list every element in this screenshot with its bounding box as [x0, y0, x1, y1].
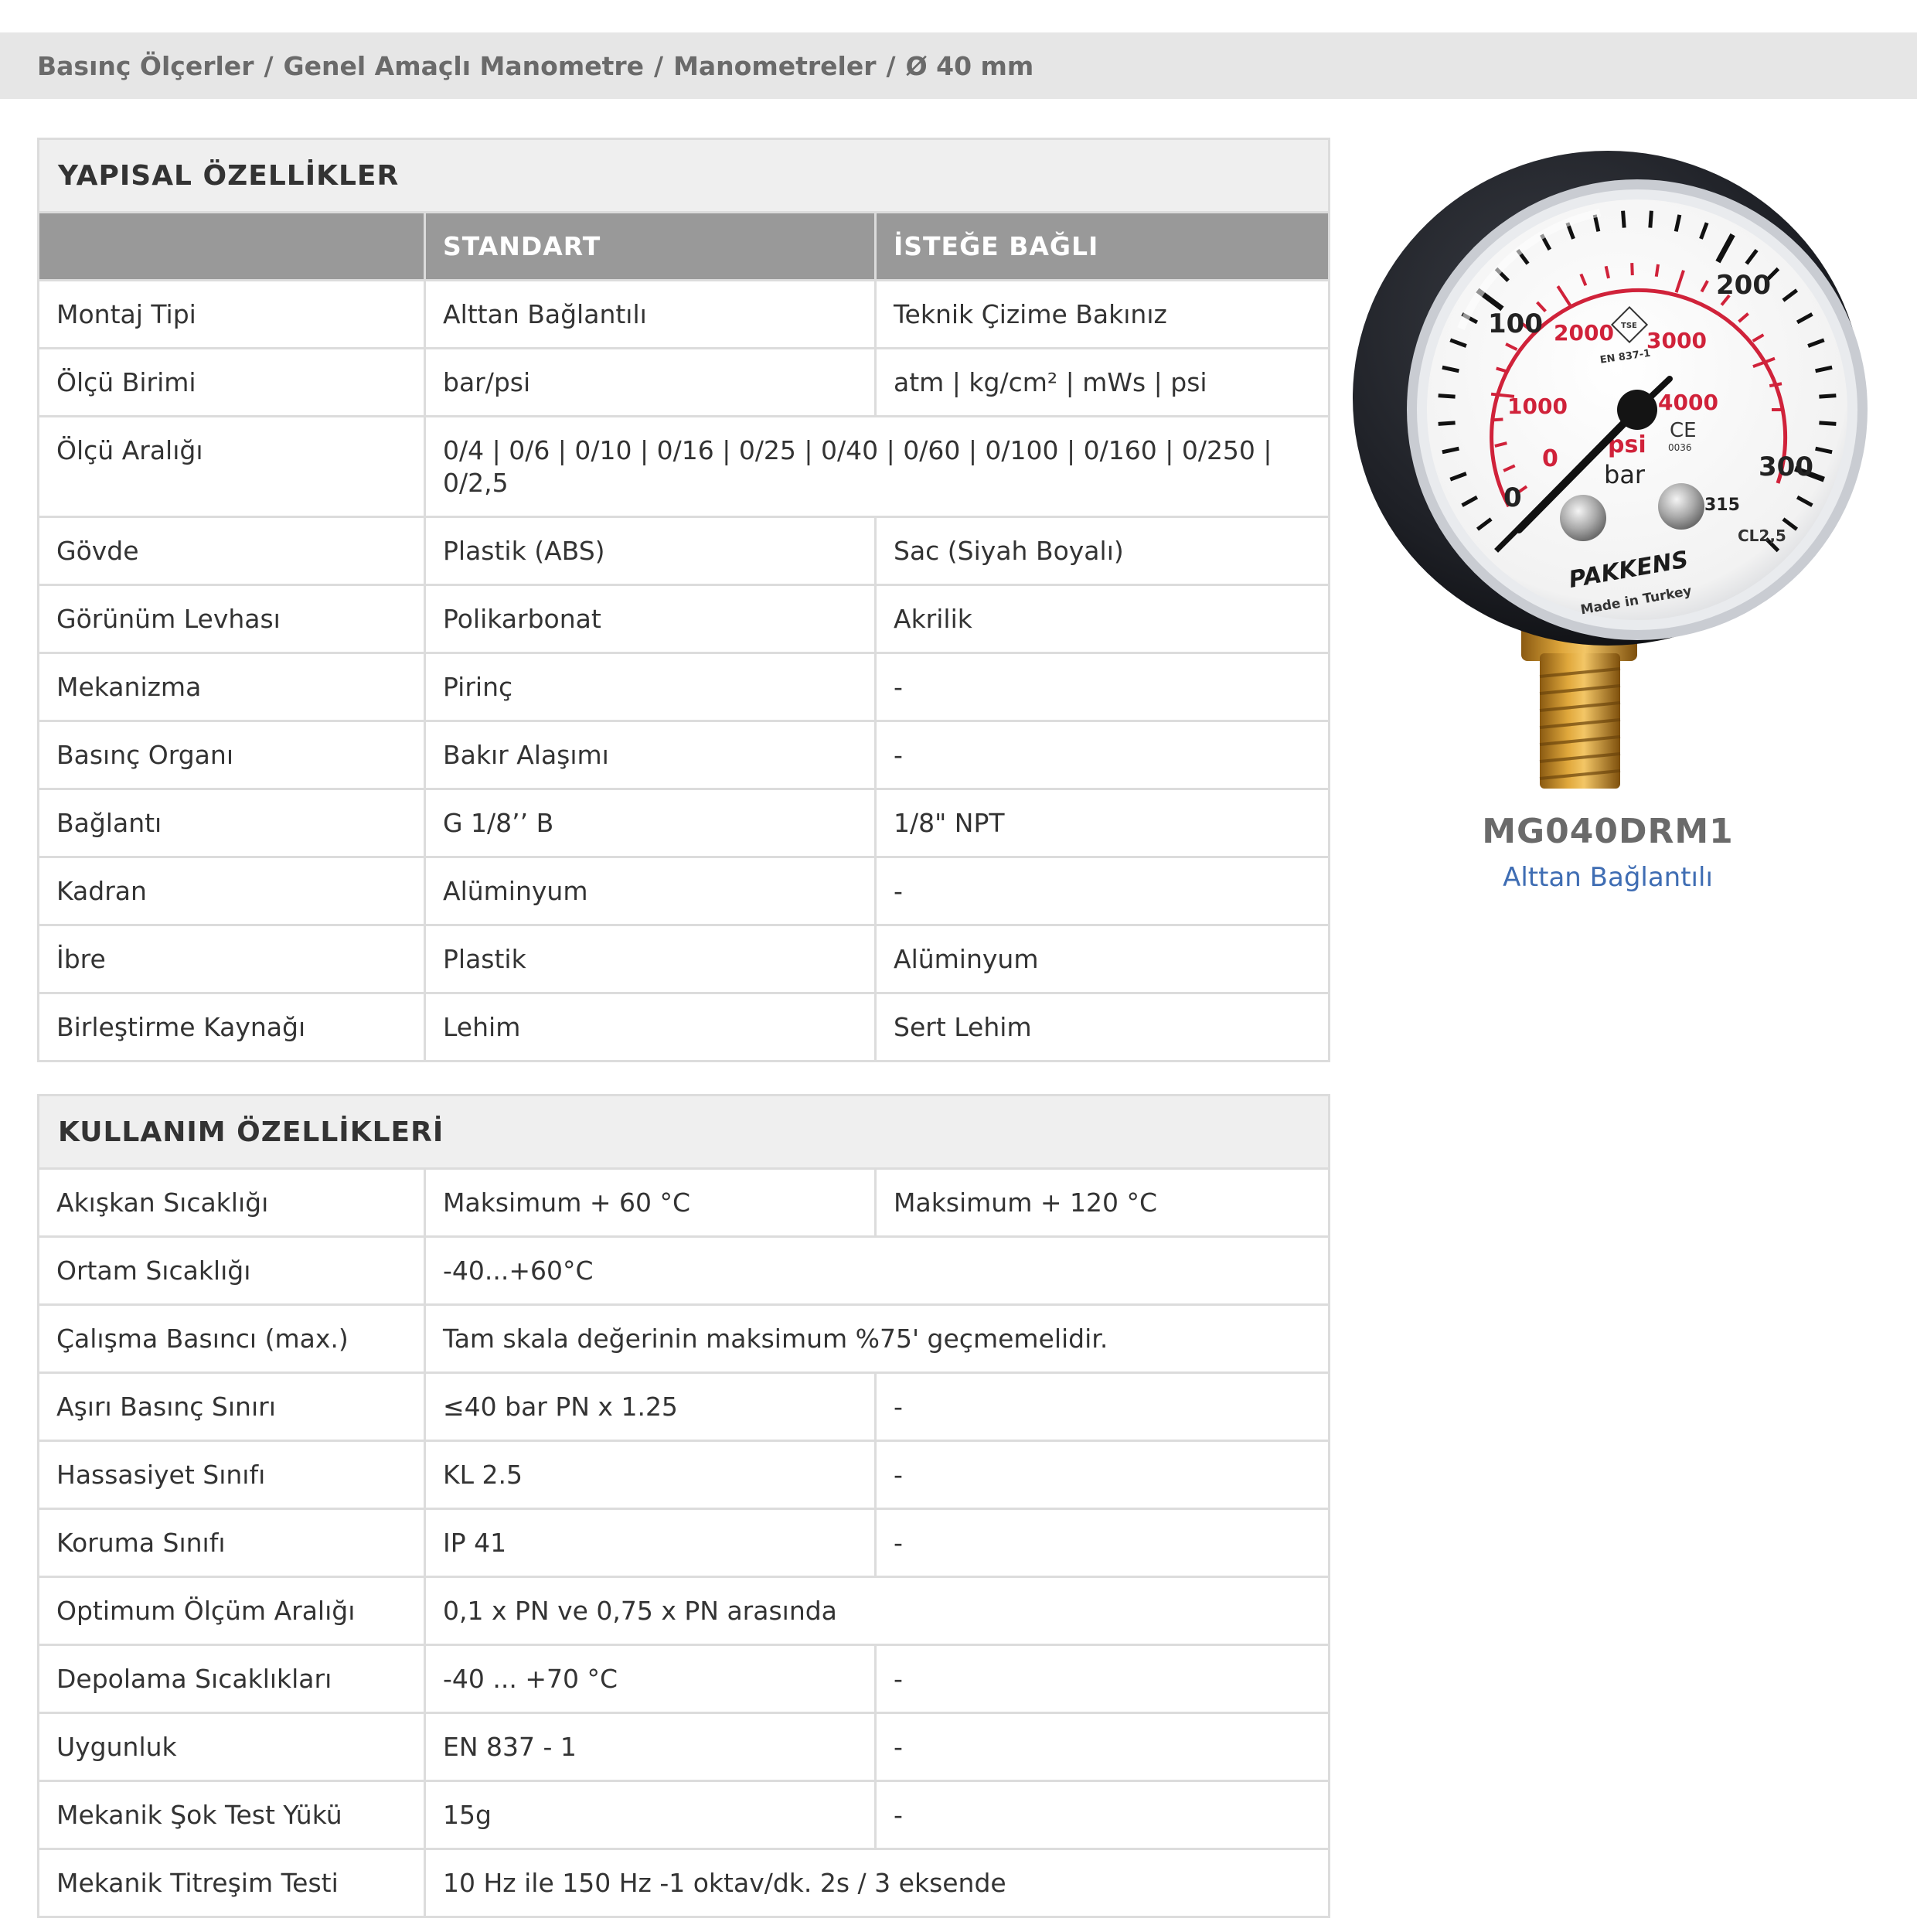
breadcrumb-item[interactable]: Basınç Ölçerler	[37, 50, 254, 81]
table-row	[39, 585, 1330, 653]
row-optional: -	[876, 857, 1330, 925]
origin-mark: Made in Turkey	[1579, 583, 1694, 618]
row-label: Depolama Sıcaklıkları	[39, 1645, 425, 1713]
table-row	[39, 1781, 1330, 1849]
breadcrumb-separator: /	[886, 50, 896, 81]
breadcrumb-bar	[0, 32, 1917, 99]
row-optional: Akrilik	[876, 585, 1330, 653]
table-row	[39, 1713, 1330, 1781]
product-code[interactable]: MG040DRM1	[1482, 812, 1734, 851]
row-label: Hassasiyet Sınıfı	[39, 1441, 425, 1509]
row-optional: -	[876, 1441, 1330, 1509]
row-label: Mekanizma	[39, 653, 425, 721]
row-optional: Sac (Siyah Boyalı)	[876, 517, 1330, 585]
row-optional: Sert Lehim	[876, 993, 1330, 1061]
row-optional: Maksimum + 120 °C	[876, 1169, 1330, 1237]
tse-mark: TSE	[1621, 322, 1637, 330]
table-row	[39, 1237, 1330, 1305]
row-standard: 0/4 | 0/6 | 0/10 | 0/16 | 0/25 | 0/40 | 0/60 | 0/100 | 0/160 | 0/250 | 0/2,5	[425, 417, 1330, 517]
section-title: KULLANIM ÖZELLİKLERİ	[39, 1095, 1330, 1169]
row-optional: 1/8" NPT	[876, 789, 1330, 857]
row-standard: KL 2.5	[425, 1441, 876, 1509]
psi-unit-label: psi	[1608, 431, 1646, 458]
breadcrumb-item[interactable]: Manometreler	[673, 50, 877, 81]
row-optional: Teknik Çizime Bakınız	[876, 281, 1330, 349]
row-standard: Plastik (ABS)	[425, 517, 876, 585]
usage-spec-table	[37, 1094, 1330, 1918]
column-header-empty	[39, 213, 425, 281]
psi-label-0: 0	[1542, 445, 1558, 472]
row-standard: IP 41	[425, 1509, 876, 1577]
row-standard: 15g	[425, 1781, 876, 1849]
row-label: Ölçü Aralığı	[39, 417, 425, 517]
row-standard: 0,1 x PN ve 0,75 x PN arasında	[425, 1577, 1330, 1645]
row-label: Koruma Sınıfı	[39, 1509, 425, 1577]
pressure-gauge-icon	[1345, 143, 1871, 808]
row-standard: -40 ... +70 °C	[425, 1645, 876, 1713]
row-optional: atm | kg/cm² | mWs | psi	[876, 349, 1330, 417]
row-standard: Lehim	[425, 993, 876, 1061]
table-row	[39, 857, 1330, 925]
row-standard: ≤40 bar PN x 1.25	[425, 1373, 876, 1441]
breadcrumb-item-current: Ø 40 mm	[905, 50, 1034, 81]
row-label: Görünüm Levhası	[39, 585, 425, 653]
table-row	[39, 281, 1330, 349]
table-row	[39, 1645, 1330, 1713]
bar-label-100: 100	[1488, 308, 1543, 339]
row-label: Gövde	[39, 517, 425, 585]
row-optional: Alüminyum	[876, 925, 1330, 993]
row-standard: EN 837 - 1	[425, 1713, 876, 1781]
class-mark: CL2,5	[1738, 526, 1786, 545]
psi-label-3000: 3000	[1646, 328, 1707, 353]
row-optional: -	[876, 1373, 1330, 1441]
row-standard: G 1/8’’ B	[425, 789, 876, 857]
row-label: Montaj Tipi	[39, 281, 425, 349]
row-label: Basınç Organı	[39, 721, 425, 789]
row-standard: 10 Hz ile 150 Hz -1 oktav/dk. 2s / 3 eksende	[425, 1849, 1330, 1917]
row-optional: -	[876, 1509, 1330, 1577]
psi-label-4000: 4000	[1658, 390, 1718, 415]
row-label: Bağlantı	[39, 789, 425, 857]
table-row	[39, 721, 1330, 789]
table-row	[39, 925, 1330, 993]
row-label: Aşırı Basınç Sınırı	[39, 1373, 425, 1441]
row-standard: Maksimum + 60 °C	[425, 1169, 876, 1237]
row-optional: -	[876, 721, 1330, 789]
row-optional: -	[876, 1713, 1330, 1781]
product-subtitle[interactable]: Alttan Bağlantılı	[1503, 862, 1713, 893]
row-label: Optimum Ölçüm Aralığı	[39, 1577, 425, 1645]
column-header-optional: İSTEĞE BAĞLI	[876, 213, 1330, 281]
row-standard: Alüminyum	[425, 857, 876, 925]
row-standard: -40...+60°C	[425, 1237, 1330, 1305]
table-row	[39, 1509, 1330, 1577]
breadcrumb-separator: /	[264, 50, 274, 81]
bar-label-315: 315	[1704, 496, 1740, 515]
bar-label-200: 200	[1716, 270, 1771, 301]
row-label: İbre	[39, 925, 425, 993]
column-header-standard: STANDART	[425, 213, 876, 281]
row-label: Çalışma Basıncı (max.)	[39, 1305, 425, 1373]
table-row	[39, 1441, 1330, 1509]
section-title: YAPISAL ÖZELLİKLER	[39, 139, 1330, 213]
breadcrumb-item[interactable]: Genel Amaçlı Manometre	[283, 50, 645, 81]
breadcrumb-separator: /	[654, 50, 664, 81]
row-label: Ölçü Birimi	[39, 349, 425, 417]
row-label: Birleştirme Kaynağı	[39, 993, 425, 1061]
row-standard: Bakır Alaşımı	[425, 721, 876, 789]
row-label: Uygunluk	[39, 1713, 425, 1781]
ce-mark: CE	[1670, 419, 1697, 442]
row-standard: Pirinç	[425, 653, 876, 721]
ce-number: 0036	[1668, 442, 1692, 453]
breadcrumb	[37, 51, 1033, 81]
row-label: Ortam Sıcaklığı	[39, 1237, 425, 1305]
row-optional: -	[876, 1781, 1330, 1849]
product-image[interactable]	[1345, 143, 1871, 808]
bar-unit-label: bar	[1604, 460, 1646, 489]
row-optional: -	[876, 1645, 1330, 1713]
table-row	[39, 417, 1330, 517]
brand-logo: PAKKENS	[1566, 546, 1691, 594]
row-label: Mekanik Şok Test Yükü	[39, 1781, 425, 1849]
table-row	[39, 1169, 1330, 1237]
table-row	[39, 349, 1330, 417]
table-row	[39, 789, 1330, 857]
table-row	[39, 1305, 1330, 1373]
row-standard: Plastik	[425, 925, 876, 993]
row-label: Kadran	[39, 857, 425, 925]
row-standard: Tam skala değerinin maksimum %75' geçmemelidir.	[425, 1305, 1330, 1373]
gauge-illustration	[1345, 143, 1871, 808]
row-standard: Alttan Bağlantılı	[425, 281, 876, 349]
bar-label-300: 300	[1759, 451, 1813, 482]
table-row	[39, 517, 1330, 585]
table-row	[39, 653, 1330, 721]
row-standard: bar/psi	[425, 349, 876, 417]
row-optional: -	[876, 653, 1330, 721]
table-row	[39, 1849, 1330, 1917]
psi-label-2000: 2000	[1554, 320, 1614, 346]
table-row	[39, 1577, 1330, 1645]
psi-label-1000: 1000	[1507, 394, 1568, 419]
row-label: Akışkan Sıcaklığı	[39, 1169, 425, 1237]
table-row	[39, 993, 1330, 1061]
structural-spec-table	[37, 138, 1330, 1062]
row-standard: Polikarbonat	[425, 585, 876, 653]
row-label: Mekanik Titreşim Testi	[39, 1849, 425, 1917]
bar-label-0: 0	[1503, 482, 1522, 513]
table-row	[39, 1373, 1330, 1441]
standard-mark: EN 837-1	[1599, 347, 1652, 366]
